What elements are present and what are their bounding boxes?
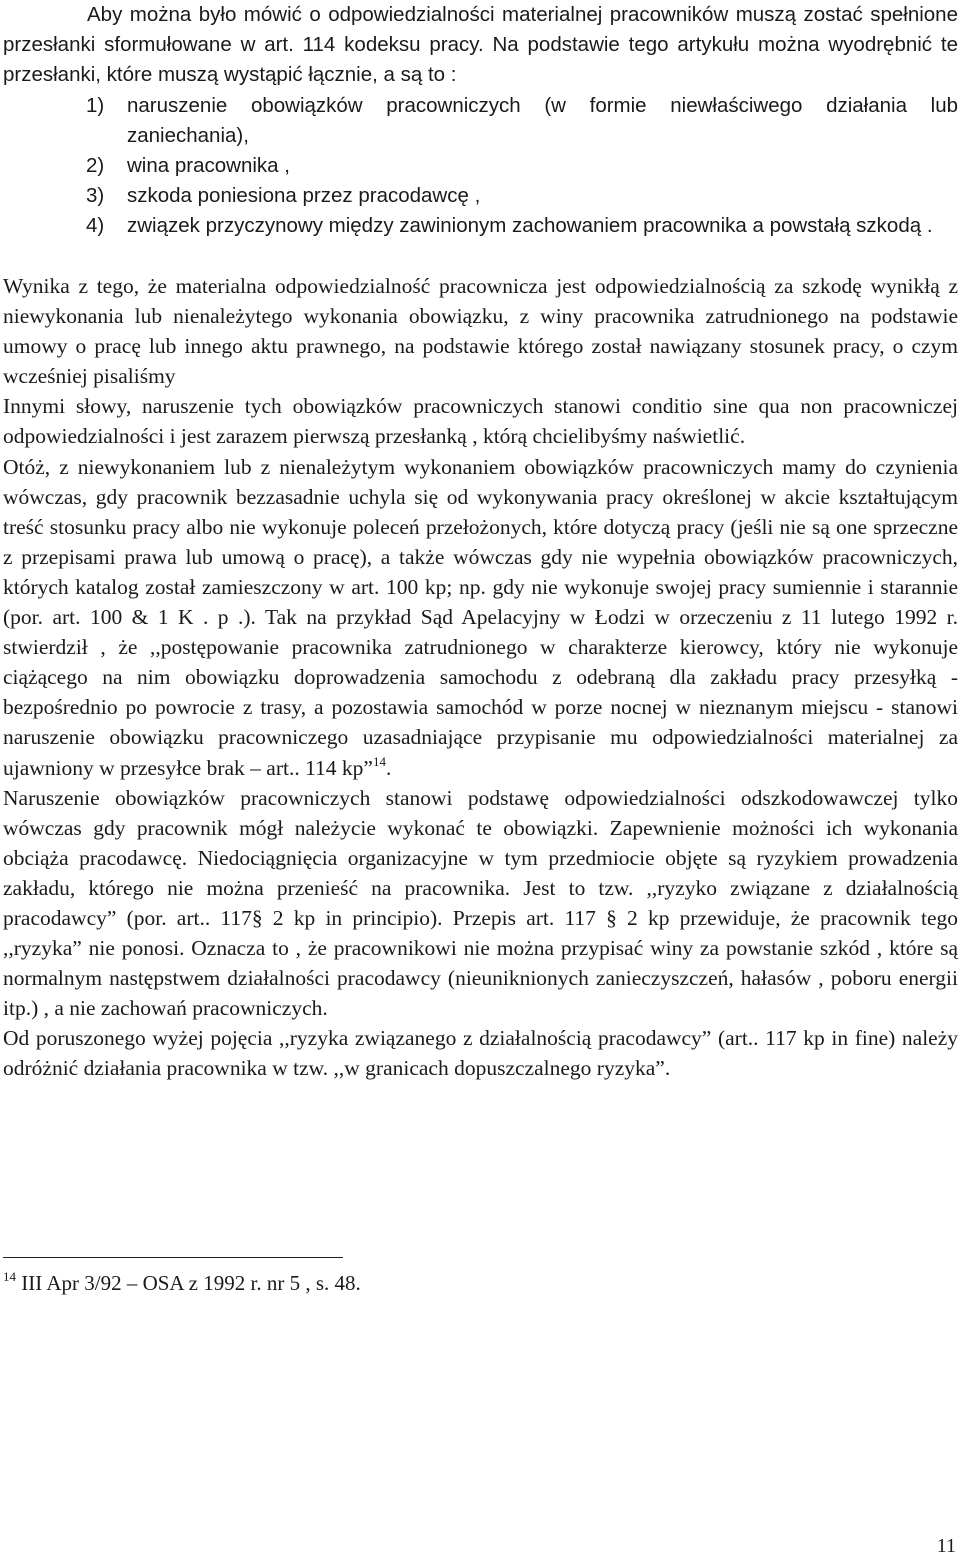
paragraph-end: .	[385, 755, 392, 780]
list-item-text: wina pracownika ,	[127, 154, 290, 177]
list-item-text: związek przyczynowy między zawinionym zachowaniem pracownika a powstałą szkodą .	[127, 214, 933, 237]
list-item-text: naruszenie obowiązków pracowniczych (w formie niewłaściwego działania lub zaniechania),	[127, 94, 958, 147]
list-item	[86, 181, 958, 211]
page-number: 11	[936, 1535, 956, 1557]
list-item-number: 3)	[86, 184, 105, 207]
conditions-list	[86, 91, 958, 241]
paragraph-employer-risk: Naruszenie obowiązków pracowniczych stanowi podstawę odpowiedzialności odszkodowawczej tylko wówczas gdy pracownik mógł należycie wykonać te obowiązki. Zapewnienie możności ich wykonania obciąża pracodawcę. Niedociągnięcia organizacyjne w tym przedmiocie objęte są ryzykiem prowadzenia zakładu, którego nie można przenieść na pracownika. Jest to tzw. ,,ryzyko związane z działalnością pracodawcy” (por. art.. 117§ 2 kp in principio). Przepis art. 117 § 2 kp przewiduje, że pracownik tego ,,ryzyka” nie ponosi. Oznacza to , że pracownikowi nie można przypisać winy za powstanie szkód , które są normalnym następstwem działalności pracodawcy (nieuniknionych zanieczyszczeń, hałasów , poboru energii itp.) , a nie zachowań pracowniczych.	[3, 785, 958, 1021]
footnote-reference[interactable]: 14	[372, 753, 386, 769]
list-item	[86, 211, 958, 241]
list-item-number: 2)	[86, 154, 105, 177]
paragraph-non-performance	[3, 452, 958, 783]
paragraph-liability-definition: Wynika z tego, że materialna odpowiedzialność pracownicza jest odpowiedzialnością za szkodę wynikłą z niewykonania lub nienależytego wykonania obowiązku, z winy pracownika zatrudnionego na podstawie umowy o pracę lub innego aktu prawnego, na podstawie którego został nawiązany stosunek pracy, o czym wcześniej pisaliśmy	[3, 274, 958, 389]
intro-paragraph	[3, 0, 958, 90]
paragraph-text: Otóż, z niewykonaniem lub z nienależytym wykonaniem obowiązków pracowniczych mamy do czynienia wówczas, gdy pracownik bezzasadnie uchyla się od wykonywania pracy określonej w akcie kształtującym treść stosunku pracy albo nie wykonuje poleceń przełożonych, które dotyczą pracy (jeśli nie są one sprzeczne z przepisami prawa lub umową o pracę), a także wówczas gdy nie wypełnia obowiązków pracowniczych, których katalog został zamieszczony w art. 100 kp; np. gdy nie wykonuje swojej pracy sumiennie i starannie (por. art. 100 & 1 K . p .). Tak na przykład Sąd Apelacyjny w Łodzi w orzeczeniu z 11 lutego 1992 r. stwierdził , że ,,postępowanie pracownika zatrudnionego w charakterze kierowcy, który nie wykonuje ciążącego na nim obowiązku doprowadzenia samochodu z odebraną dla zakładu pracy przesyłką - bezpośrednio po powrocie z trasy, a pozostawia samochód w porze nocnej w nieznanym miejscu - stanowi naruszenie obowiązku pracowniczego uzasadniające przypisanie mu odpowiedzialności materialnej za ujawniony w przesyłce brak – art.. 114 kp”	[3, 454, 958, 780]
footnote-separator	[3, 1257, 343, 1258]
body-text	[3, 271, 958, 1084]
list-item	[86, 151, 958, 181]
paragraph-acceptable-risk: Od poruszonego wyżej pojęcia ,,ryzyka związanego z działalnością pracodawcy” (art.. 117 kp in fine) należy odróżnić działania pracownika w tzw. ,,w granicach dopuszczalnego ryzyka”.	[3, 1026, 958, 1081]
paragraph-conditio-sine-qua-non: Innymi słowy, naruszenie tych obowiązków pracowniczych stanowi conditio sine qua non pracowniczej odpowiedzialności i jest zarazem pierwszą przesłanką , którą chcielibyśmy naświetlić.	[3, 394, 958, 449]
footnote-text: III Apr 3/92 – OSA z 1992 r. nr 5 , s. 48.	[16, 1271, 361, 1295]
list-item-number: 1)	[86, 94, 105, 117]
intro-text: Aby można było mówić o odpowiedzialności materialnej pracowników muszą zostać spełnione przesłanki sformułowane w art. 114 kodeksu pracy. Na podstawie tego artykułu można wyodrębnić te przesłanki, które muszą wystąpić łącznie, a są to :	[3, 3, 958, 86]
footnote	[3, 1268, 361, 1298]
footnote-number: 14	[3, 1269, 16, 1284]
list-item	[86, 91, 958, 151]
list-item-text: szkoda poniesiona przez pracodawcę ,	[127, 184, 481, 207]
list-item-number: 4)	[86, 214, 105, 237]
